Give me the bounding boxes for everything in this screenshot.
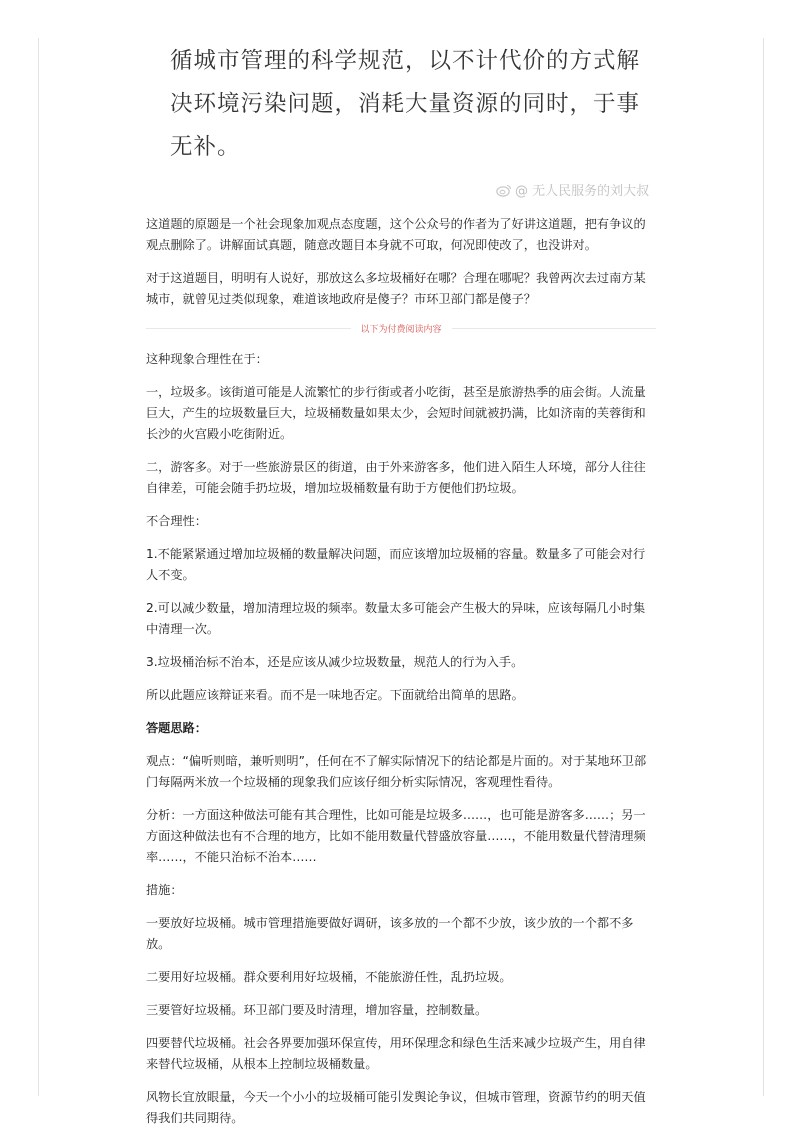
section-heading: 答题思路： [146,721,207,735]
paid-content [146,349,656,1129]
page-border-right [763,38,764,1096]
paragraph: 不合理性： [146,514,207,528]
paragraph: 一要放好垃圾桶。城市管理措施要做好调研，该多放的一个都不少放，该少放的一个都不多放。 [146,916,634,951]
paragraph: 分析：一方面这种做法可能有其合理性，比如可能是垃圾多……，也可能是游客多……；另一方面这种做法也有不合理的地方，比如不能用数量代替盛放容量……，不能用数量代替清理频率……，不能只治标不治本…… [146,808,646,864]
watermark-text: @ 无人民服务的刘大叔 [515,184,650,199]
paragraph: 这种现象合理性在于： [146,352,268,366]
paragraph: 2.可以减少数量，增加清理垃圾的频率。数量太多可能会产生极大的异味，应该每隔几小时集中清理一次。 [146,601,646,636]
weibo-watermark [496,180,649,199]
paragraph: 这道题的原题是一个社会现象加观点态度题，这个公众号的作者为了好讲这道题，把有争议的观点删除了。讲解面试真题，随意改题目本身就不可取，何况即使改了，也没讲对。 [146,217,646,252]
paragraph: 风物长宜放眼量，今天一个小小的垃圾桶可能引发舆论争议，但城市管理，资源节约的明天值得我们共同期待。 [146,1090,646,1125]
quote-line: 无补。 [170,134,241,160]
paragraph: 二要用好垃圾桶。群众要利用好垃圾桶，不能旅游任性，乱扔垃圾。 [146,970,512,984]
page-border-left [38,38,39,1096]
quote-image-text [170,40,650,169]
paragraph: 二，游客多。对于一些旅游景区的街道，由于外来游客多，他们进入陌生人环境，部分人往往自律差，可能会随手扔垃圾，增加垃圾桶数量有助于方便他们扔垃圾。 [146,460,646,495]
paragraph: 所以此题应该辩证来看。而不是一味地否定。下面就给出简单的思路。 [146,688,524,702]
paragraph: 三要管好垃圾桶。环卫部门要及时清理，增加容量，控制数量。 [146,1003,488,1017]
quote-line: 决环境污染问题，消耗大量资源的同时，于事 [170,91,641,117]
paragraph: 3.垃圾桶治标不治本，还是应该从减少垃圾数量，规范人的行为入手。 [146,655,524,669]
paragraph: 1.不能紧紧通过增加垃圾桶的数量解决问题，而应该增加垃圾桶的容量。数量多了可能会对行人不变。 [146,547,646,582]
paywall-label: 以下为付费阅读内容 [360,325,442,335]
divider-line [452,328,657,329]
paragraph: 一，垃圾多。该街道可能是人流繁忙的步行街或者小吃街，甚至是旅游热季的庙会街。人流量巨大，产生的垃圾数量巨大，垃圾桶数量如果太少，会短时间就被扔满，比如济南的芙蓉街和长沙的火宫殿小吃街附近。 [146,385,646,441]
paragraph: 措施： [146,883,183,897]
quote-line: 循城市管理的科学规范，以不计代价的方式解 [170,48,641,74]
paragraph: 对于这道题目，明明有人说好，那放这么多垃圾桶好在哪？合理在哪呢？我曾两次去过南方某城市，就曾见过类似现象，难道该地政府是傻子？市环卫部门都是傻子？ [146,271,646,306]
paragraph: 四要替代垃圾桶。社会各界要加强环保宣传，用环保理念和绿色生活来减少垃圾产生，用自律来替代垃圾桶，从根本上控制垃圾桶数量。 [146,1036,646,1071]
paywall-divider [146,318,656,339]
divider-line [146,328,351,329]
paragraph: 观点：“偏听则暗，兼听则明”，任何在不了解实际情况下的结论都是片面的。对于某地环卫部门每隔两米放一个垃圾桶的现象我们应该仔细分析实际情况，客观理性看待。 [146,754,647,789]
weibo-icon [496,183,512,197]
article-body [146,214,656,1132]
